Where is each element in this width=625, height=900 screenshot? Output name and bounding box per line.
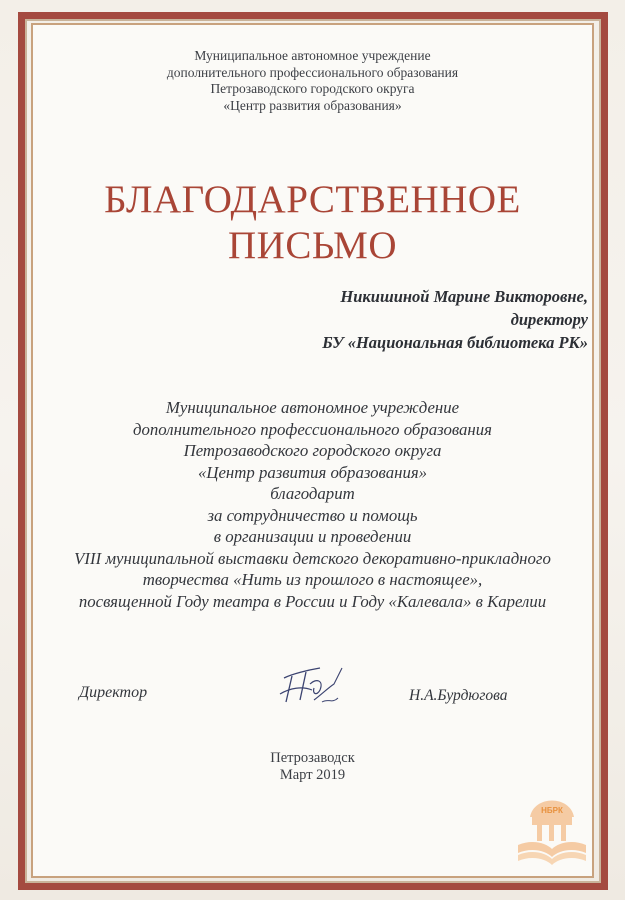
- recipient-organization: БУ «Национальная библиотека РК»: [322, 333, 588, 352]
- recipient-position: директору: [510, 310, 588, 329]
- body-line: Петрозаводского городского округа: [183, 441, 442, 460]
- body-line: «Центр развития образования»: [197, 462, 428, 482]
- letter-body: [0, 397, 625, 612]
- body-line: дополнительного профессионального образования: [133, 419, 492, 439]
- title-line-2: ПИСЬМО: [227, 224, 398, 267]
- issue-date: Март 2019: [279, 767, 346, 783]
- issue-place-date: [0, 750, 625, 784]
- issuer-header: [0, 48, 625, 114]
- body-line: VIII муниципальной выставки детского декоративно-прикладного: [74, 548, 551, 568]
- header-line: Петрозаводского городского округа: [210, 81, 415, 96]
- header-line: Муниципальное автономное учреждение: [194, 48, 431, 63]
- signer-name: Н.А.Бурдюгова: [409, 687, 508, 704]
- header-line: дополнительного профессионального образования: [166, 64, 459, 80]
- recipient-name: Никишиной Марине Викторовне,: [340, 287, 588, 306]
- body-line: посвященной Году театра в России и Году «Калевала» в Карелии: [78, 591, 547, 611]
- body-line: в организации и проведении: [213, 527, 412, 546]
- library-logo-watermark-icon: [512, 783, 592, 865]
- body-line: творчества «Нить из прошлого в настоящее»,: [142, 570, 483, 589]
- body-line: благодарит: [270, 484, 355, 503]
- signer-role: Директор: [79, 684, 148, 701]
- recipient-block: [322, 285, 588, 354]
- handwritten-signature: [262, 658, 352, 712]
- header-line: «Центр развития образования»: [223, 97, 402, 113]
- watermark-label: НБРК: [541, 806, 563, 815]
- document-title: [0, 177, 625, 269]
- issue-city: Петрозаводск: [270, 750, 355, 766]
- body-line: за сотрудничество и помощь: [207, 505, 418, 525]
- title-line-1: БЛАГОДАРСТВЕННОЕ: [104, 178, 521, 221]
- body-line: Муниципальное автономное учреждение: [165, 398, 460, 417]
